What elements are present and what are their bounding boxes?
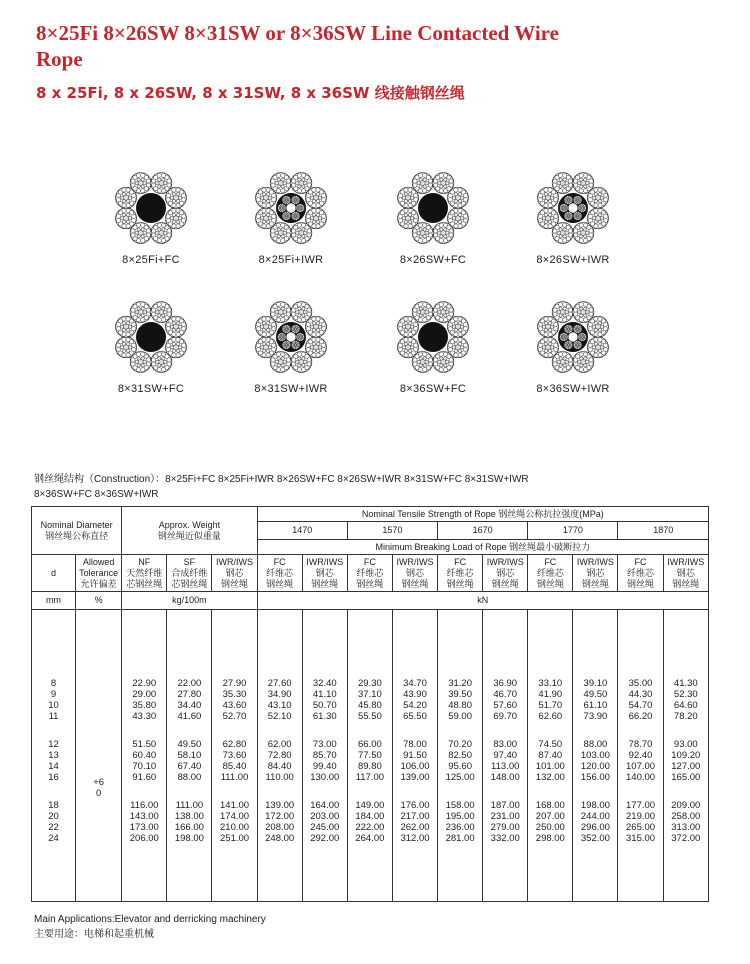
table-cell: 59.00 [448, 710, 472, 722]
table-cell: 39.50 [448, 688, 472, 700]
tolerance-minus: 0 [96, 788, 102, 799]
table-cell: 88.00 [177, 771, 202, 783]
table-cell: 148.00 [490, 771, 520, 783]
table-cell: 158.00 [445, 799, 475, 811]
table-cell: 44.30 [628, 688, 653, 700]
table-cell: 210.00 [220, 821, 250, 833]
table-cell: 206.00 [129, 832, 159, 844]
rope-cross-section-image [111, 297, 191, 377]
weight-col-header: IWR/IWS 钢芯 钢丝绳 [212, 555, 257, 592]
table-cell: 46.70 [493, 688, 518, 700]
value-column [438, 610, 483, 902]
table-cell: 55.50 [357, 710, 382, 722]
rope-label: 8×36SW+FC [399, 383, 467, 395]
table-cell: 207.00 [535, 810, 565, 822]
rope-cross-section-image [393, 168, 473, 248]
table-cell: 107.00 [626, 760, 656, 772]
table-cell: 34.70 [403, 677, 427, 689]
rope-label: 8×25Fi+IWR [258, 254, 324, 266]
table-cell: 60.40 [132, 749, 157, 761]
table-cell: 195.00 [445, 810, 475, 822]
table-cell: 106.00 [400, 760, 430, 772]
table-cell: 116.00 [130, 799, 159, 811]
table-cell: 52.10 [267, 710, 292, 722]
grade-cell: 1670 [438, 522, 528, 540]
rope-label: 8×26SW+IWR [536, 254, 610, 266]
table-cell: 66.20 [628, 710, 653, 722]
table-cell: 54.20 [403, 699, 427, 711]
diameter-cell: 18 [48, 799, 59, 811]
table-cell: 231.00 [490, 810, 520, 822]
diameter-cell: 12 [48, 738, 59, 750]
table-cell: 34.40 [177, 699, 202, 711]
tensile-strength-header: Nominal Tensile Strength of Rope 钢丝绳公称抗拉强度(MPa) [257, 507, 708, 522]
approx-weight-header: Approx. Weight 钢丝绳近似重量 [122, 507, 257, 555]
nominal-diameter-header: Nominal Diameter 钢丝绳公称直径 [32, 507, 122, 555]
table-cell: 65.50 [403, 710, 427, 722]
value-column [167, 610, 212, 902]
table-cell: 34.90 [267, 688, 292, 700]
table-cell: 177.00 [626, 799, 656, 811]
load-col-header: IWR/IWS 钢芯 钢丝绳 [392, 555, 437, 592]
rope-figure [518, 168, 628, 266]
value-column [618, 610, 663, 902]
table-cell: 57.60 [493, 699, 518, 711]
table-cell: 41.30 [673, 677, 698, 689]
diameter-cell: 16 [48, 771, 59, 783]
table-cell: 91.60 [132, 771, 157, 783]
table-cell: 281.00 [445, 832, 475, 844]
diameter-cell: 24 [48, 832, 59, 844]
construction-line: 钢丝绳结构（Construction）：8×25Fi+FC 8×25Fi+IWR 8×26SW+FC 8×26SW+IWR 8×31SW+FC 8×31SW+IWR [34, 474, 529, 485]
table-cell: 43.60 [222, 699, 247, 711]
table-cell: 27.90 [222, 677, 247, 689]
rope-label: 8×31SW+FC [117, 383, 185, 395]
table-cell: 91.50 [403, 749, 427, 761]
table-cell: 198.00 [580, 799, 610, 811]
value-column [528, 610, 573, 902]
unit-cell: kg/100m [122, 592, 257, 610]
table-cell: 219.00 [626, 810, 656, 822]
table-cell: 139.00 [265, 799, 295, 811]
table-cell: 120.00 [580, 760, 610, 772]
table-cell: 83.00 [493, 738, 518, 750]
load-col-header: FC 纤维芯 钢丝绳 [257, 555, 302, 592]
table-cell: 67.40 [177, 760, 202, 772]
table-cell: 176.00 [400, 799, 430, 811]
table-cell: 64.60 [673, 699, 698, 711]
diameter-cell: 10 [48, 699, 59, 711]
tolerance-column [76, 610, 122, 902]
rope-figure [236, 297, 346, 395]
tolerance-plus: +6 [93, 777, 105, 788]
table-cell: 32.40 [312, 677, 337, 689]
grade-cell: 1870 [618, 522, 709, 540]
value-column [212, 610, 257, 902]
rope-cross-section-image [533, 168, 613, 248]
diameter-cell: 8 [50, 677, 57, 689]
rope-figure [236, 168, 346, 266]
rope-figure [378, 168, 488, 266]
rope-cross-section-image [533, 297, 613, 377]
table-cell: 35.30 [222, 688, 247, 700]
unit-cell: % [76, 592, 122, 610]
applications-cn: 主要用途：电梯和起重机械 [34, 929, 154, 940]
unit-cell: kN [257, 592, 708, 610]
table-cell: 66.00 [357, 738, 382, 750]
table-cell: 82.50 [448, 749, 472, 761]
tolerance-col-header: Allowed Tolerance 允许偏差 [76, 555, 122, 592]
table-cell: 236.00 [445, 821, 475, 833]
diameter-cell: 9 [50, 688, 57, 700]
rope-figure [96, 168, 206, 266]
table-cell: 313.00 [671, 821, 701, 833]
table-cell: 184.00 [355, 810, 385, 822]
diameter-cell: 14 [48, 760, 59, 772]
table-cell: 140.00 [626, 771, 656, 783]
page-title-en: 8×25Fi 8×26SW 8×31SW or 8×36SW Line Contacted Wire Rope [36, 21, 559, 71]
applications-en: Main Applications:Elevator and derricking machinery [34, 914, 266, 925]
table-cell: 222.00 [355, 821, 385, 833]
table-cell: 111.00 [220, 771, 249, 783]
table-cell: 69.70 [493, 710, 518, 722]
table-cell: 352.00 [580, 832, 610, 844]
table-cell: 168.00 [535, 799, 565, 811]
value-column [483, 610, 528, 902]
table-cell: 85.70 [312, 749, 337, 761]
table-cell: 41.60 [177, 710, 202, 722]
load-col-header: FC 纤维芯 钢丝绳 [438, 555, 483, 592]
rope-cross-section-image [251, 168, 331, 248]
table-cell: 143.00 [129, 810, 159, 822]
table-cell: 109.20 [671, 749, 701, 761]
table-cell: 101.00 [535, 760, 565, 772]
table-cell: 208.00 [265, 821, 295, 833]
weight-col-header: NF 天然纤维 芯钢丝绳 [122, 555, 167, 592]
table-cell: 250.00 [535, 821, 565, 833]
table-cell: 258.00 [671, 810, 701, 822]
table-cell: 198.00 [174, 832, 204, 844]
diameter-column [32, 610, 76, 902]
table-cell: 45.80 [357, 699, 382, 711]
table-cell: 74.50 [538, 738, 563, 750]
weight-col-header: SF 合成纤维 芯钢丝绳 [167, 555, 212, 592]
table-cell: 29.00 [132, 688, 157, 700]
value-column [302, 610, 347, 902]
table-cell: 58.10 [177, 749, 202, 761]
table-cell: 61.10 [583, 699, 608, 711]
table-cell: 35.80 [132, 699, 157, 711]
table-cell: 62.80 [222, 738, 247, 750]
table-cell: 41.10 [312, 688, 337, 700]
table-cell: 36.90 [493, 677, 518, 689]
table-cell: 265.00 [626, 821, 656, 833]
table-cell: 35.00 [628, 677, 653, 689]
table-cell: 49.50 [177, 738, 202, 750]
value-column [573, 610, 618, 902]
diameter-col-header: d [32, 555, 76, 592]
table-cell: 262.00 [400, 821, 430, 833]
table-cell: 172.00 [265, 810, 295, 822]
value-column [663, 610, 708, 902]
rope-label: 8×25Fi+FC [122, 254, 180, 266]
table-cell: 78.00 [403, 738, 427, 750]
table-cell: 52.70 [222, 710, 247, 722]
table-cell: 203.00 [310, 810, 340, 822]
table-cell: 33.10 [538, 677, 563, 689]
table-cell: 85.40 [222, 760, 247, 772]
table-cell: 217.00 [400, 810, 430, 822]
table-cell: 312.00 [400, 832, 430, 844]
table-cell: 43.10 [267, 699, 292, 711]
table-cell: 156.00 [580, 771, 610, 783]
load-col-header: FC 纤维芯 钢丝绳 [347, 555, 392, 592]
table-cell: 99.40 [312, 760, 337, 772]
grade-cell: 1770 [528, 522, 618, 540]
table-cell: 43.30 [132, 710, 157, 722]
table-cell: 52.30 [673, 688, 698, 700]
rope-cross-section-image [393, 297, 473, 377]
table-cell: 149.00 [355, 799, 385, 811]
table-cell: 50.70 [312, 699, 337, 711]
table-cell: 73.00 [312, 738, 337, 750]
load-col-header: IWR/IWS 钢芯 钢丝绳 [573, 555, 618, 592]
table-cell: 110.00 [265, 771, 294, 783]
specification-table [31, 506, 709, 902]
table-cell: 244.00 [580, 810, 610, 822]
rope-label: 8×36SW+IWR [536, 383, 610, 395]
unit-cell: mm [32, 592, 76, 610]
table-cell: 292.00 [310, 832, 340, 844]
diameter-cell: 22 [48, 821, 59, 833]
table-cell: 248.00 [265, 832, 295, 844]
table-cell: 111.00 [175, 799, 204, 811]
diameter-cell: 11 [48, 710, 59, 722]
table-cell: 54.70 [628, 699, 653, 711]
table-cell: 174.00 [220, 810, 250, 822]
table-cell: 173.00 [129, 821, 159, 833]
table-cell: 49.50 [583, 688, 608, 700]
table-cell: 139.00 [400, 771, 430, 783]
table-cell: 332.00 [490, 832, 520, 844]
rope-figure [518, 297, 628, 395]
table-cell: 93.00 [673, 738, 698, 750]
table-cell: 372.00 [671, 832, 701, 844]
table-cell: 279.00 [490, 821, 520, 833]
table-cell: 22.00 [177, 677, 202, 689]
table-cell: 73.90 [583, 710, 608, 722]
load-col-header: IWR/IWS 钢芯 钢丝绳 [302, 555, 347, 592]
table-cell: 164.00 [310, 799, 340, 811]
table-cell: 22.90 [132, 677, 157, 689]
table-cell: 113.00 [491, 760, 520, 772]
table-cell: 27.80 [177, 688, 202, 700]
load-col-header: IWR/IWS 钢芯 钢丝绳 [663, 555, 708, 592]
load-col-header: FC 纤维芯 钢丝绳 [528, 555, 573, 592]
table-cell: 127.00 [671, 760, 701, 772]
table-cell: 41.90 [538, 688, 563, 700]
table-cell: 125.00 [445, 771, 475, 783]
construction-text [34, 472, 654, 502]
table-cell: 61.30 [312, 710, 337, 722]
table-cell: 70.10 [132, 760, 157, 772]
table-cell: 251.00 [220, 832, 250, 844]
table-cell: 87.40 [538, 749, 563, 761]
breaking-load-header: Minimum Breaking Load of Rope 钢丝绳最小破断拉力 [257, 540, 708, 555]
table-cell: 298.00 [535, 832, 565, 844]
construction-line: 8×36SW+FC 8×36SW+IWR [34, 489, 159, 500]
table-cell: 73.60 [222, 749, 247, 761]
table-cell: 89.80 [357, 760, 382, 772]
table-cell: 31.20 [448, 677, 472, 689]
table-cell: 209.00 [671, 799, 701, 811]
table-cell: 92.40 [628, 749, 653, 761]
table-cell: 132.00 [535, 771, 565, 783]
rope-cross-section-image [251, 297, 331, 377]
table-cell: 264.00 [355, 832, 385, 844]
value-column [347, 610, 392, 902]
diameter-cell: 20 [48, 810, 59, 822]
table-cell: 95.60 [448, 760, 472, 772]
table-cell: 51.50 [132, 738, 157, 750]
rope-label: 8×26SW+FC [399, 254, 467, 266]
table-cell: 315.00 [626, 832, 656, 844]
table-cell: 51.70 [538, 699, 563, 711]
table-cell: 84.40 [267, 760, 292, 772]
table-cell: 187.00 [490, 799, 520, 811]
table-cell: 117.00 [355, 771, 385, 783]
table-cell: 130.00 [310, 771, 340, 783]
rope-cross-section-image [111, 168, 191, 248]
table-cell: 29.30 [357, 677, 382, 689]
page-title-cn: 8 x 25Fi, 8 x 26SW, 8 x 31SW, 8 x 36SW 线接触钢丝绳 [36, 84, 465, 102]
applications-text [34, 912, 266, 942]
load-col-header: IWR/IWS 钢芯 钢丝绳 [483, 555, 528, 592]
table-cell: 165.00 [671, 771, 701, 783]
value-column [257, 610, 302, 902]
diameter-cell: 13 [48, 749, 59, 761]
table-cell: 43.90 [403, 688, 427, 700]
table-cell: 78.70 [628, 738, 653, 750]
table-cell: 37.10 [357, 688, 382, 700]
table-cell: 70.20 [448, 738, 472, 750]
rope-figure [96, 297, 206, 395]
table-cell: 62.60 [538, 710, 563, 722]
grade-cell: 1470 [257, 522, 347, 540]
table-cell: 72.80 [267, 749, 292, 761]
table-cell: 103.00 [580, 749, 610, 761]
table-cell: 39.10 [583, 677, 608, 689]
table-cell: 138.00 [174, 810, 204, 822]
table-cell: 77.50 [357, 749, 382, 761]
rope-figure [378, 297, 488, 395]
table-cell: 97.40 [493, 749, 518, 761]
table-cell: 296.00 [580, 821, 610, 833]
value-column [392, 610, 437, 902]
table-cell: 62.00 [267, 738, 292, 750]
table-cell: 88.00 [583, 738, 608, 750]
load-col-header: FC 纤维芯 钢丝绳 [618, 555, 663, 592]
value-column [122, 610, 167, 902]
table-cell: 141.00 [220, 799, 250, 811]
table-cell: 48.80 [448, 699, 472, 711]
table-cell: 78.20 [673, 710, 698, 722]
table-cell: 166.00 [174, 821, 204, 833]
grade-cell: 1570 [347, 522, 437, 540]
table-cell: 245.00 [310, 821, 340, 833]
rope-label: 8×31SW+IWR [254, 383, 328, 395]
table-cell: 27.60 [267, 677, 292, 689]
